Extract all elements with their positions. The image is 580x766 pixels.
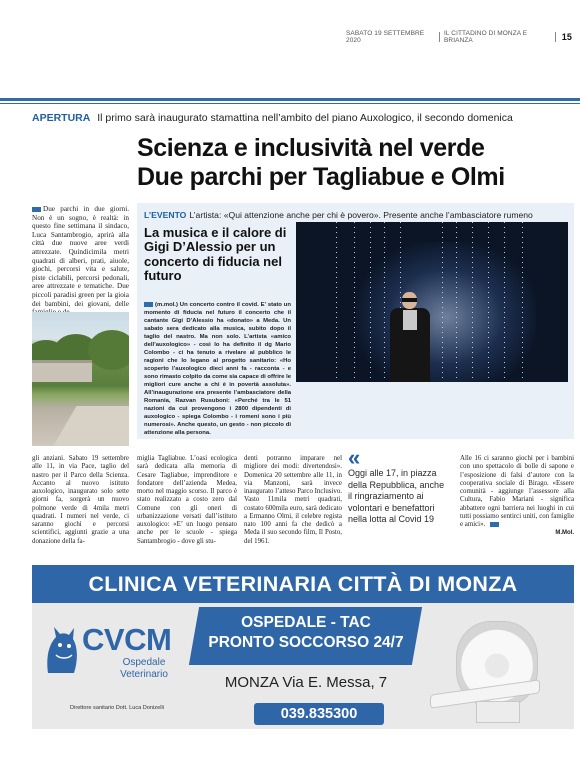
light-strand — [442, 222, 443, 382]
event-body — [144, 301, 291, 437]
quote-mark-icon: « — [348, 445, 361, 470]
singer-figure — [390, 292, 430, 382]
lead-text: Due parchi in due giorni. Non è un sogno, è realtà: in questo fine settimana il sindaco, Luca Santambrogio, aprirà alla città due nuove aree verdi attrezzate. Quindicimila metri quadrati di alberi, prati, aiuole, giochi, percorsi vita e salute, piste ciclabili, percorsi pedonali, aree attrezzate e tematiche. Due piccoli paradisi green per la gioia dei bambini, dei giovani, delle — [32, 205, 129, 308]
page-header — [346, 30, 572, 44]
park-photo — [32, 312, 129, 446]
director-credit: Direttore sanitario Dott. Luca Donizelli — [70, 705, 164, 711]
section-rule — [0, 98, 580, 101]
event-kicker — [144, 210, 533, 220]
event-title: La musica e il calore di Gigi D’Alessio per un concerto di fiducia nel futuro — [144, 225, 287, 284]
header-divider — [555, 32, 556, 42]
park-wall — [32, 360, 92, 382]
pull-quote — [348, 445, 448, 526]
ad-phone[interactable]: 039.835300 — [254, 703, 384, 725]
header-divider — [439, 32, 440, 42]
light-strand — [488, 222, 489, 382]
light-strand — [472, 222, 473, 382]
event-body-text: (m.mol.) Un concerto contro il covid. E’ stato un momento di fiducia nel futuro il concerto che il cantante Gigi D’Alessio ha «donato» a Meda. Un sabato sera dedicato alla musica, subito dopo il taglio del nastro. Ma non solo. L’artista «amico dell’auxologico» - così lo ha definito il dg Mario Colombo - ci ha tenuto a rivelare al pubblico le ragioni che lo legano al progetto sanitario: «Ho scoperto l’auxologico dieci anni fa - racconta - e sono rimasto colpito da come sia capace di offrire le migliori cure anche a chi è in povertà assoluta». All’inaugurazione era presente l’ambasciatore della Romania, Razvan Rusuboni: «Perché tra le 51 nazioni da cui provengono i 2800 dipendenti di auxologico - spiega Colombo - i romeni sono i più numerosi». Anche questo, un gesto - non piccolo di attenzione alla persona. — [144, 302, 291, 436]
stage-light — [356, 242, 536, 382]
event-kicker-text: L’artista: «Qui attenzione anche per chi è povero». Presente anche l’ambasciatore rumeno — [189, 210, 533, 220]
end-marker — [490, 522, 499, 527]
clinic-logo — [42, 623, 192, 683]
kicker-label: APERTURA — [32, 112, 91, 124]
light-strand — [336, 222, 337, 382]
light-strand — [384, 222, 385, 382]
light-strand — [456, 222, 457, 382]
dog-cat-icon — [42, 625, 80, 675]
kicker-text: Il primo sarà inaugurato stamattina nell’ambito del piano Auxologico, il secondo domenica — [97, 112, 513, 124]
logo-subtitle — [104, 657, 184, 681]
page-number: 15 — [561, 32, 572, 42]
tree-shape — [88, 330, 129, 370]
article-column-3: denti potranno imparare nel migliore dei modi: divertendosi». Domenica 20 settembre alle 11, in via Manzoni, sarà invece inaugurato l’atteso Parco Inclusivo. Vasto 11mila metri quadrati, costato 600mila euro, sarà dedicato a Ermanno Olmi, il celebre regista nato 100 anni fa che dedicò a Meda il suo secondo film, Il Posto, del 1961. — [244, 455, 342, 545]
section-rule-thin — [0, 103, 580, 104]
paragraph-marker — [144, 302, 153, 307]
light-strand — [504, 222, 505, 382]
advertisement — [32, 565, 574, 729]
newspaper-name: IL CITTADINO DI MONZA E BRIANZA — [444, 30, 528, 44]
paragraph-marker — [32, 207, 41, 212]
article-kicker — [32, 112, 572, 124]
author-signature: M.Mol. — [555, 530, 574, 537]
ad-line-1: OSPEDALE - TAC — [241, 614, 371, 631]
light-strand — [370, 222, 371, 382]
logo-sub-line-2: Veterinario — [120, 669, 168, 680]
column-5-text: Alle 16 ci saranno giochi per i bambini con uno spettacolo di bolle di sapone e l’esposizione di falsi d’autore con la cooperativa sociale di Birago. «Essere comunità - aggiunge l’assessore alla Cultura, Fabio Mariani - significa abbattere ogni barriera nei luoghi in cui tutti possiamo sentirci uniti, con famiglie e amici». — [460, 455, 574, 528]
ad-banner: CLINICA VETERINARIA CITTÀ DI MONZA — [32, 565, 574, 603]
park-path — [48, 406, 129, 446]
event-label: L’EVENTO — [144, 210, 187, 220]
ad-line-2: PRONTO SOCCORSO 24/7 — [208, 634, 404, 651]
article-headline — [137, 134, 577, 192]
ad-address: MONZA Via E. Messa, 7 — [224, 674, 388, 691]
article-column-2: miglia Tagliabue. L’oasi ecologica sarà dedicata alla memoria di Cesare Tagliabue, imprenditore e fondatore dell’azienda Medea, morto nel maggio scorso. Il parco è stato realizzato a costo zero dal Comune con gli oneri di urbanizzazione versati dall’istituto auxologico: «E’ un luogo pensato anche per le scuole - spiega Santambrogio - dove gli stu- — [137, 455, 237, 545]
article-column-1: gli anziani. Sabato 19 settembre alle 11, in via Pace, taglio del nastro per il Parco della Scienza. Accanto al nuovo istituto auxologico, inaugurato solo sette giorni fa, sorgerà un nuovo polmone verde di 4mila metri quadrati. I numeri nel verde, ci saranno giochi e percorsi scientifici, aggiunti grazie a una donazione della fa- — [32, 455, 129, 545]
logo-text: CVCM — [82, 622, 172, 657]
headline-line-1: Scienza e inclusività nel verde — [137, 134, 485, 162]
lead-paragraph — [32, 205, 129, 317]
ad-info-panel — [206, 603, 406, 729]
headline-line-2: Due parchi per Tagliabue e Olmi — [137, 163, 505, 191]
article-column-5 — [460, 455, 574, 538]
ct-scanner-image — [430, 615, 570, 725]
light-strand — [522, 222, 523, 382]
logo-sub-line-1: Ospedale — [122, 657, 166, 668]
concert-photo — [296, 222, 568, 382]
light-strand — [354, 222, 355, 382]
quote-text: Oggi alle 17, in piazza della Repubblica, anche il ringraziamento ai volontari e benefattori nella lotta al Covid 19 — [348, 468, 445, 525]
issue-date: SABATO 19 SETTEMBRE 2020 — [346, 30, 425, 44]
